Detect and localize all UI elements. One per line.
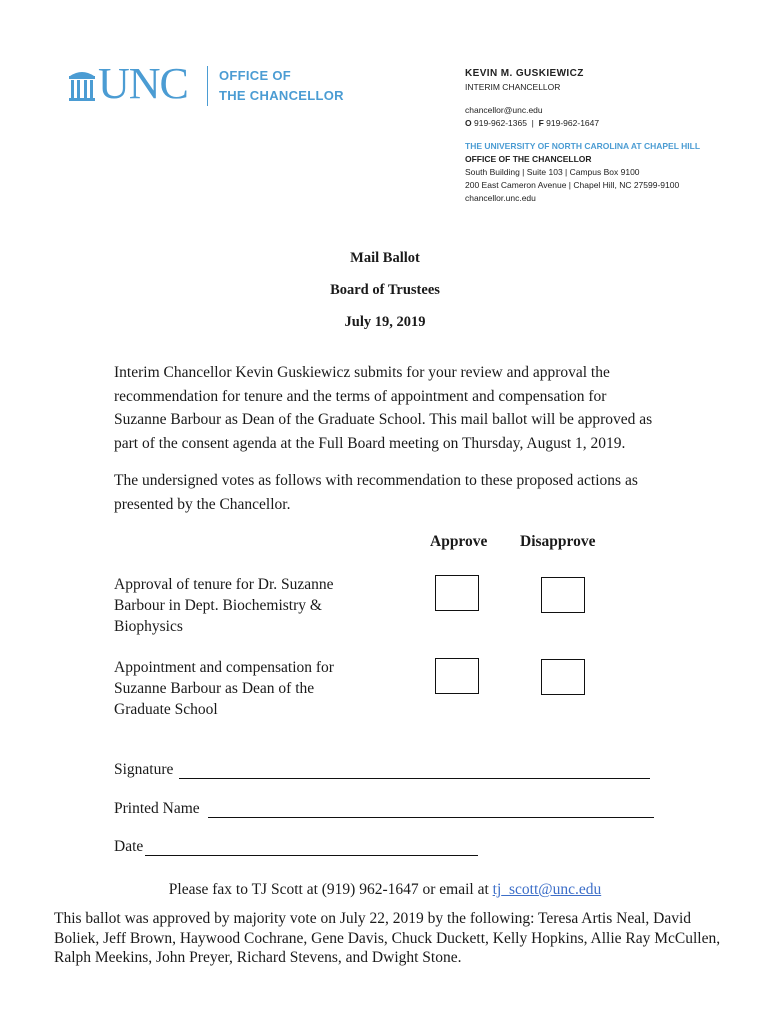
chancellor-email[interactable]: chancellor@unc.edu xyxy=(465,105,543,115)
result-line: Ralph Meekins, John Preyer, Richard Stevens, and Dwight Stone. xyxy=(54,949,462,966)
result-line: This ballot was approved by majority vote on July 22, 2019 by the following: Teresa Artis Neal, David xyxy=(54,910,692,927)
logo-divider xyxy=(207,66,208,106)
old-well-icon xyxy=(68,68,96,102)
item-line: Graduate School xyxy=(114,701,218,718)
item-line: Approval of tenure for Dr. Suzanne xyxy=(114,576,334,593)
fax-number: 919-962-1647 xyxy=(546,118,600,128)
vote-paragraph xyxy=(114,469,704,516)
item-line: Suzanne Barbour as Dean of the xyxy=(114,680,315,697)
the-chancellor-label: THE CHANCELLOR xyxy=(219,88,344,103)
intro-line: part of the consent agenda at the Full Board meeting on Thursday, August 1, 2019. xyxy=(114,434,626,452)
result-line: Boliek, Jeff Brown, Haywood Cochrane, Gene Davis, Chuck Duckett, Kelly Hopkins, Allie Ray McCullen, xyxy=(54,929,721,947)
signature-line[interactable] xyxy=(179,778,650,779)
tenure-approve-checkbox[interactable] xyxy=(435,575,479,611)
unc-logo-text: UNC xyxy=(98,59,188,108)
tenure-disapprove-checkbox[interactable] xyxy=(541,577,585,613)
printed-name-label: Printed Name xyxy=(114,800,200,817)
vote-line: presented by the Chancellor. xyxy=(114,495,291,513)
date-line[interactable] xyxy=(145,855,478,856)
phone-label: O xyxy=(465,118,472,128)
appointment-disapprove-checkbox[interactable] xyxy=(541,659,585,695)
website[interactable]: chancellor.unc.edu xyxy=(465,193,536,203)
fax-label: F xyxy=(538,118,544,128)
ballot-item-tenure xyxy=(114,574,374,637)
office-name: OFFICE OF THE CHANCELLOR xyxy=(465,154,592,164)
intro-line: Suzanne Barbour as Dean of the Graduate School. This mail ballot will be approved as xyxy=(114,411,653,428)
address-line-2: 200 East Cameron Avenue | Chapel Hill, NC 27599-9100 xyxy=(465,180,680,190)
item-line: Appointment and compensation for xyxy=(114,659,334,676)
item-line: Biophysics xyxy=(114,618,183,635)
address-line-1: South Building | Suite 103 | Campus Box 9100 xyxy=(465,167,640,177)
fax-email-link[interactable]: tj_scott@unc.edu xyxy=(492,881,602,898)
intro-paragraph xyxy=(114,361,704,455)
university-name: THE UNIVERSITY OF NORTH CAROLINA AT CHAPEL HILL xyxy=(465,141,701,151)
phone-number: 919-962-1365 xyxy=(474,118,527,128)
ballot-board: Board of Trustees xyxy=(330,282,440,298)
vote-line: The undersigned votes as follows with recommendation to these proposed actions as xyxy=(114,472,638,489)
appointment-approve-checkbox[interactable] xyxy=(435,658,479,694)
ballot-date: July 19, 2019 xyxy=(344,314,426,330)
intro-line: Interim Chancellor Kevin Guskiewicz submits for your review and approval the xyxy=(114,364,610,381)
ballot-item-appointment xyxy=(114,657,374,720)
disapprove-heading: Disapprove xyxy=(520,533,596,550)
date-label: Date xyxy=(114,838,144,855)
chancellor-title: INTERIM CHANCELLOR xyxy=(465,82,561,92)
chancellor-name: KEVIN M. GUSKIEWICZ xyxy=(465,68,584,79)
fax-instruction-text: Please fax to TJ Scott at (919) 962-1647 or email at xyxy=(168,881,493,898)
fax-instruction xyxy=(0,881,770,899)
intro-line: recommendation for tenure and the terms of appointment and compensation for xyxy=(114,387,607,405)
ballot-title: Mail Ballot xyxy=(350,250,420,266)
printed-name-line[interactable] xyxy=(208,817,654,818)
signature-label: Signature xyxy=(114,761,174,778)
item-line: Barbour in Dept. Biochemistry & xyxy=(114,597,322,614)
phone-fax-line: O 919-962-1365 | F 919-962-1647 xyxy=(465,118,600,128)
approval-result xyxy=(54,909,754,968)
approve-heading: Approve xyxy=(430,533,488,550)
office-of-label: OFFICE OF xyxy=(219,68,292,83)
